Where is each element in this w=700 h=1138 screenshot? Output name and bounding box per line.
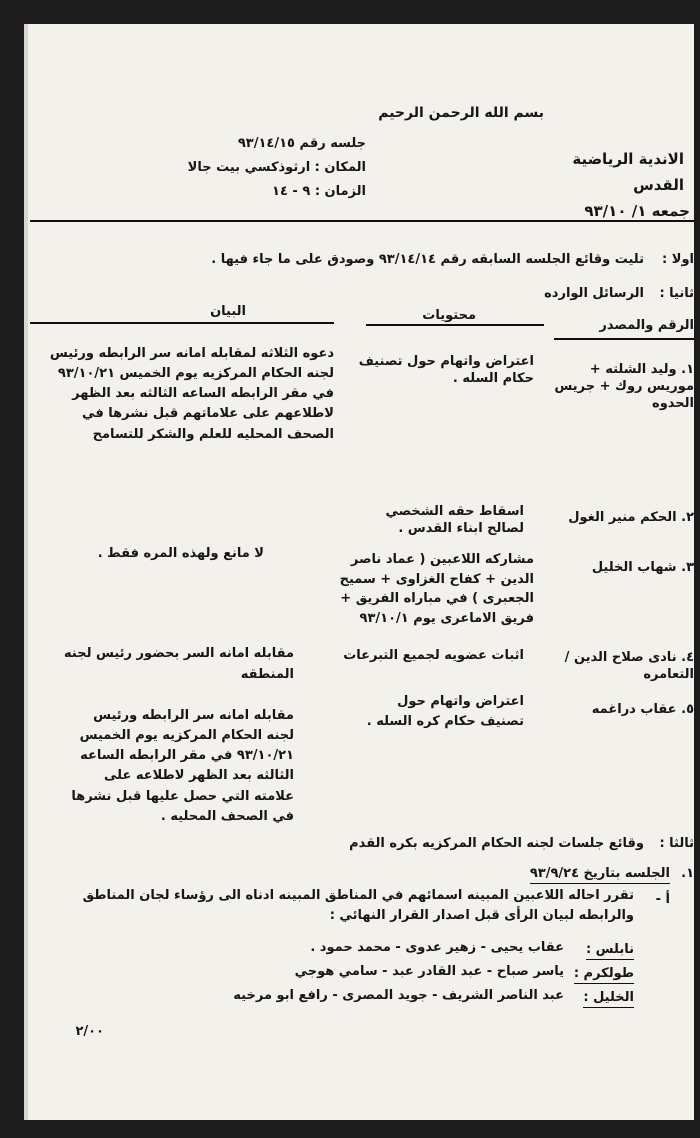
row-source xyxy=(544,362,694,413)
section3-title: وقائع جلسات لجنه الحكام المركزيه بكره القدم xyxy=(349,836,644,851)
document-page xyxy=(24,24,694,1120)
row-statement: مقابله امانه سر الرابطه ورئيس لجنه الحكام المركزيه يوم الخميس ٩٣/١٠/٢١ في مقر الرابطه الساعه الثالثه بعد الظهر لاطلاعه على علامته التي حصل عليها قبل نشرها في الصحف المحليه . xyxy=(71,708,294,824)
source-column-rule xyxy=(554,338,694,340)
column-content-header: محتويات xyxy=(422,308,476,323)
row-source-text: عقاب دراغمه xyxy=(591,702,677,717)
row-source-text: وليد الشلته + موريس روك + جريس الحدوه xyxy=(554,362,694,411)
row-content: اعتراض واتهام حول تصنيف حكام السله . xyxy=(358,354,534,386)
column-statement-header: البيان xyxy=(210,304,246,319)
row-content: اثبات عضويه لجميع التبرعات xyxy=(343,648,524,663)
region-name: نابلس : xyxy=(586,942,634,960)
subsection-date: الجلسه بتاريخ ٩٣/٩/٢٤ xyxy=(530,866,670,884)
row-number: ١. xyxy=(681,362,694,377)
row-source-text: شهاب الخليل xyxy=(591,560,677,575)
page-number: ٢/٠٠ xyxy=(75,1024,104,1039)
row-content: اسقاط حقه الشخصي لصالح ابناء القدس . xyxy=(385,504,524,536)
section1-number: اولا : xyxy=(662,252,694,267)
row-number: ٢. xyxy=(681,510,694,525)
statement-column-rule xyxy=(30,322,334,324)
row-source xyxy=(592,560,694,577)
region-name: طولكرم : xyxy=(574,966,634,984)
column-source-header: الرقم والمصدر xyxy=(599,318,694,333)
row-content: مشاركه اللاعبين ( عماد ناصر الدين + كفاح الغزاوى + سميح الجعبرى ) في مباراه الفريق + فريق الاماعرى يوم ٩٣/١٠/١ xyxy=(339,552,534,626)
row-source xyxy=(568,510,694,527)
row-source xyxy=(544,650,694,684)
row-statement: دعوه الثلاثه لمقابله امانه سر الرابطه ورئيس لجنه الحكام المركزيه يوم الخميس ٩٣/١٠/٢١ في مقر الرابطه الساعه الثالثه بعد الظهر لاطلاعهم على علاماتهم قبل نشرها في الصحف المحليه للعلم والشكر للتسامح xyxy=(49,346,334,442)
row-content: اعتراض واتهام حول تصنيف حكام كره السله . xyxy=(366,694,524,729)
section2-number: ثانيا : xyxy=(659,286,694,301)
row-statement: مقابله امانه السر بحضور رئيس لجنه المنطقه xyxy=(64,646,294,682)
subsection-number: ١. xyxy=(681,866,694,881)
row-statement: لا مانع ولهذه المره فقط . xyxy=(97,546,264,561)
row-source-text: الحكم منير الغول xyxy=(568,510,677,525)
region-players: عقاب يحيى - زهير عدوى - محمد حمود . xyxy=(310,940,564,955)
row-number: ٤. xyxy=(681,650,694,665)
session-number: جلسه رقم ٩٣/١٤/١٥ xyxy=(237,136,366,151)
meeting-place: المكان : ارثوذكسي بيت جالا xyxy=(187,160,366,175)
meeting-time: الزمان : ٩ - ١٤ xyxy=(272,184,366,199)
item-a-label: أ - xyxy=(655,892,670,907)
header-divider xyxy=(30,220,694,222)
basmala-heading: بسم الله الرحمن الرحيم xyxy=(378,105,544,121)
club-title: الاندية الرياضية xyxy=(572,150,684,168)
row-number: ٣. xyxy=(681,560,694,575)
meeting-day: جمعه ١/ ٩٣/١٠ xyxy=(584,202,690,220)
row-source xyxy=(592,702,694,719)
region-players: ياسر صباح - عبد القادر عبد - سامي هوجي xyxy=(294,964,564,979)
section2-title: الرسائل الوارده xyxy=(544,286,644,301)
content-column-rule xyxy=(366,324,544,326)
item-a-text: تقرر احاله اللاعبين المبينه اسمائهم في المناطق المبينه ادناه الى رؤساء لجان المناطق والرابطه لبيان الرأى قبل اصدار القرار النهائي : xyxy=(82,888,634,923)
row-source-text: نادى صلاح الدين / التعامره xyxy=(564,650,694,682)
row-number: ٥. xyxy=(681,702,694,717)
section3-number: ثالثا : xyxy=(659,836,694,851)
section1-text: تليت وقائع الجلسه السابقه رقم ٩٣/١٤/١٤ وصودق على ما جاء فيها . xyxy=(211,252,644,267)
region-name: الخليل : xyxy=(583,990,634,1008)
region-players: عبد الناصر الشريف - جويد المصرى - رافع ابو مرخيه xyxy=(233,988,564,1003)
city-title: القدس xyxy=(633,176,684,194)
